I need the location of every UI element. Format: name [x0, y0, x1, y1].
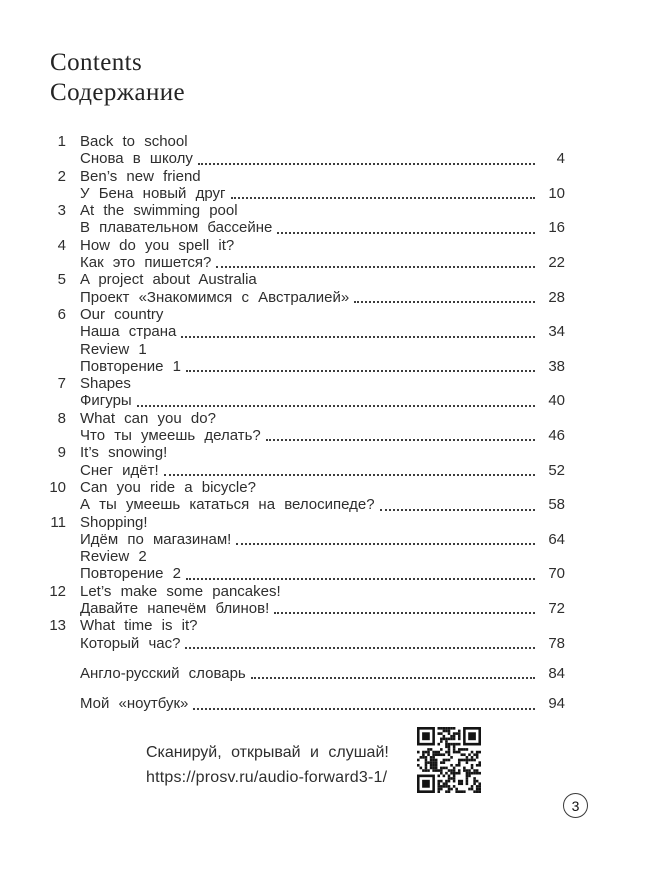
dot-leader: [354, 301, 535, 303]
toc-entry: [36, 133, 565, 168]
scan-text: Сканируй, открывай и слушай!: [146, 744, 389, 761]
entry-number: [36, 548, 66, 565]
dot-leader: [137, 405, 535, 407]
entry-title-en: At the swimming pool: [80, 202, 238, 220]
entry-title-en: Shopping!: [80, 513, 148, 531]
entry-title-ru: А ты умеешь кататься на велосипеде?: [80, 496, 375, 514]
entry-title-ru: Фигуры: [80, 392, 132, 410]
toc-entry: [36, 202, 565, 237]
entry-title-ru: Снег идёт!: [80, 461, 159, 479]
entry-number: 6: [57, 305, 66, 323]
toc-entry: [36, 410, 565, 445]
entry-number: 5: [57, 271, 66, 289]
dot-leader: [216, 266, 535, 268]
entry-page: 72: [548, 600, 565, 618]
entry-page: 16: [548, 219, 565, 237]
entry-page: 70: [548, 565, 565, 583]
entry-title-en: Can you ride a bicycle?: [80, 478, 256, 496]
entry-title-ru: Как это пишется?: [80, 254, 212, 272]
dot-leader: [186, 578, 535, 580]
toc-entry: [36, 375, 565, 410]
entry-number: 8: [57, 409, 66, 427]
entry-number: 7: [57, 375, 66, 393]
entry-title-ru: В плавательном бассейне: [80, 219, 273, 237]
toc-entry: [36, 444, 565, 479]
entry-title-ru: Что ты умеешь делать?: [80, 427, 261, 445]
entry-number: 4: [57, 236, 66, 254]
entry-title-en: Back to school: [80, 133, 188, 150]
entry-title-ru: Проект «Знакомимся с Австралией»: [80, 288, 350, 306]
entry-title-en: A project about Australia: [80, 271, 257, 289]
entry-title-ru: Англо-русский словарь: [80, 664, 246, 682]
toc-entry: [36, 237, 565, 272]
entry-title-en: Review 1: [80, 340, 147, 358]
dot-leader: [277, 232, 535, 234]
dot-leader: [274, 612, 535, 614]
entry-title-ru: Который час?: [80, 634, 181, 652]
entry-title-en: Let’s make some pancakes!: [80, 582, 281, 600]
entry-page: 38: [548, 357, 565, 375]
toc-entry: [36, 479, 565, 514]
table-of-contents: [36, 133, 565, 713]
toc-extra-entry: [36, 665, 565, 682]
entry-title-en: What time is it?: [80, 617, 198, 635]
toc-extra-entry: [36, 695, 565, 712]
toc-entry: [36, 548, 565, 583]
toc-entry: [36, 583, 565, 618]
entry-title-ru: У Бена новый друг: [80, 184, 226, 202]
entry-page: 64: [548, 530, 565, 548]
entry-title-ru: Повторение 1: [80, 357, 182, 375]
entry-title-en: Shapes: [80, 375, 131, 393]
dot-leader: [193, 708, 535, 710]
entry-title-en: Ben’s new friend: [80, 167, 201, 185]
entry-page: 78: [548, 634, 565, 652]
entry-title-en: Review 2: [80, 548, 147, 566]
audio-promo: [146, 740, 389, 790]
entry-title-ru: Давайте напечём блинов!: [80, 600, 270, 618]
entry-page: 40: [548, 392, 565, 410]
page-title-en: Contents: [50, 49, 143, 76]
entry-title-ru: Снова в школу: [80, 150, 193, 168]
toc-entry: [36, 617, 565, 652]
toc-entry: [36, 271, 565, 306]
dot-leader: [186, 370, 535, 372]
entry-number: 2: [57, 167, 66, 185]
entry-title-ru: Наша страна: [80, 323, 177, 341]
dot-leader: [380, 509, 535, 511]
audio-url: https://prosv.ru/audio-forward3-1/: [146, 769, 388, 786]
entry-number: 1: [57, 133, 66, 150]
entry-number: 11: [50, 513, 66, 531]
toc-entry: [36, 168, 565, 203]
entry-page: 22: [548, 254, 565, 272]
entry-page: 84: [548, 664, 565, 682]
entry-page: 58: [548, 496, 565, 514]
dot-leader: [185, 647, 535, 649]
entry-page: 10: [548, 184, 565, 202]
entry-number: 13: [49, 617, 66, 635]
entry-page: 34: [548, 323, 565, 341]
entry-title-en: It’s snowing!: [80, 444, 168, 462]
entry-title-en: Our country: [80, 305, 164, 323]
toc-entry: [36, 306, 565, 341]
contents-heading: [50, 0, 650, 108]
page-title-ru: Содержание: [50, 79, 185, 106]
entry-page: 94: [548, 695, 565, 713]
entry-page: 46: [548, 427, 565, 445]
toc-entry: [36, 341, 565, 376]
dot-leader: [198, 163, 535, 165]
entry-page: 28: [548, 288, 565, 306]
dot-leader: [266, 439, 535, 441]
entry-title-ru: Идём по магазинам!: [80, 530, 232, 548]
qr-code: [417, 727, 481, 793]
page-number-badge: 3: [563, 793, 588, 818]
entry-number: 12: [49, 582, 66, 600]
entry-number: [36, 341, 66, 358]
entry-number: 9: [57, 444, 66, 462]
entry-title-en: What can you do?: [80, 409, 216, 427]
entry-page: 4: [556, 150, 565, 168]
entry-page: 52: [548, 461, 565, 479]
entry-number: 10: [49, 478, 66, 496]
entry-number: 3: [57, 202, 66, 220]
dot-leader: [164, 474, 535, 476]
toc-entry: [36, 514, 565, 549]
entry-title-ru: Повторение 2: [80, 565, 182, 583]
dot-leader: [231, 197, 536, 199]
dot-leader: [236, 543, 535, 545]
entry-title-ru: Мой «ноутбук»: [80, 695, 189, 713]
dot-leader: [251, 677, 535, 679]
entry-title-en: How do you spell it?: [80, 236, 235, 254]
dot-leader: [181, 336, 535, 338]
